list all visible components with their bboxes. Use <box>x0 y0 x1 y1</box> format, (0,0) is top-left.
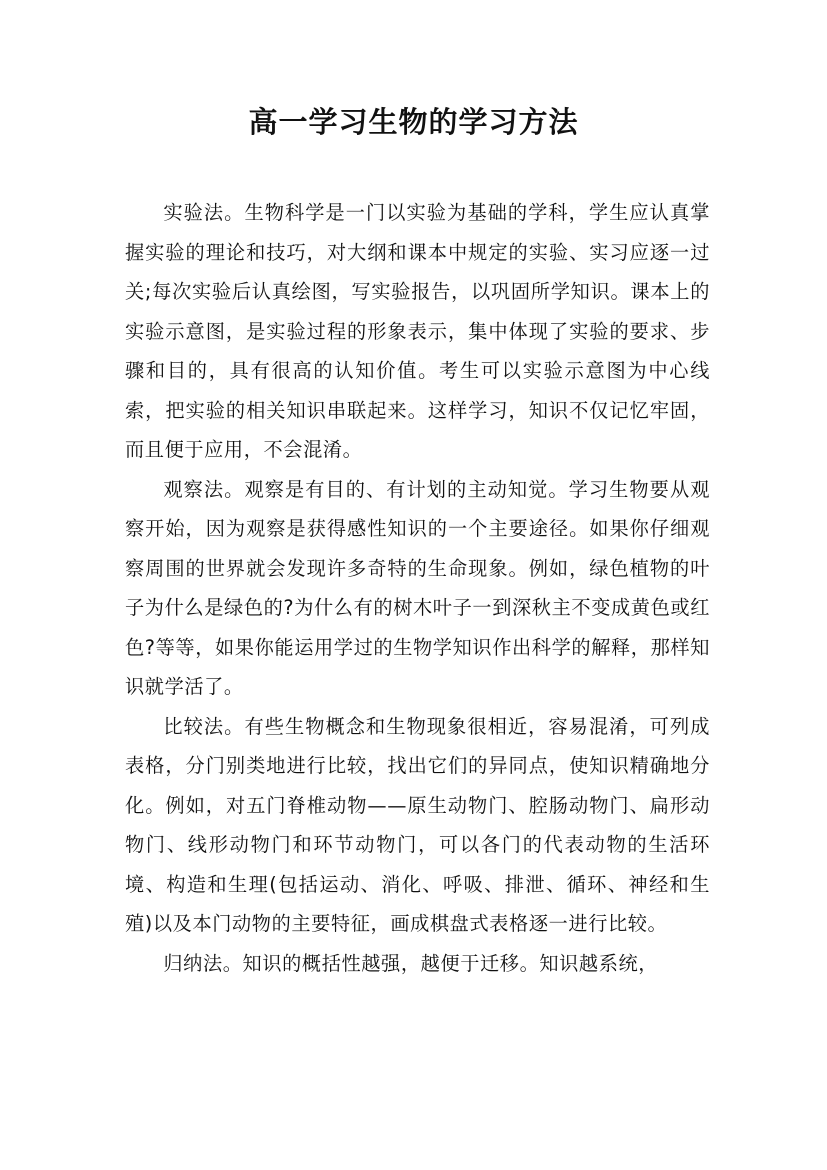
document-title: 高一学习生物的学习方法 <box>248 105 579 139</box>
paragraph-induction-method: 归纳法。知识的概括性越强，越便于迁移。知识越系统， <box>163 951 659 975</box>
document-body <box>125 193 710 983</box>
paragraph-comparison-method: 比较法。有些生物概念和生物现象很相近，容易混淆，可列成表格，分门别类地进行比较，找出它们的异同点，使知识精确地分化。例如，对五门脊椎动物——原生动物门、腔肠动物门、扁形动物门、线形动物门和环节动物门，可以各门的代表动物的生活环境、构造和生理(包括运动、消化、呼吸、排泄、循环、神经和生殖)以及本门动物的主要特征，画成棋盘式表格逐一进行比较。 <box>125 714 710 935</box>
paragraph-experiment-method: 实验法。生物科学是一门以实验为基础的学科，学生应认真掌握实验的理论和技巧，对大纲和课本中规定的实验、实习应逐一过关;每次实验后认真绘图，写实验报告，以巩固所学知识。课本上的实验示意图，是实验过程的形象表示，集中体现了实验的要求、步骤和目的，具有很高的认知价值。考生可以实验示意图为中心线索，把实验的相关知识串联起来。这样学习，知识不仅记忆牢固，而且便于应用，不会混淆。 <box>125 201 710 461</box>
paragraph-observation-method: 观察法。观察是有目的、有计划的主动知觉。学习生物要从观察开始，因为观察是获得感性知识的一个主要途径。如果你仔细观察周围的世界就会发现许多奇特的生命现象。例如，绿色植物的叶子为什么是绿色的?为什么有的树木叶子一到深秋主不变成黄色或红色?等等，如果你能运用学过的生物学知识作出科学的解释，那样知识就学活了。 <box>125 477 710 698</box>
